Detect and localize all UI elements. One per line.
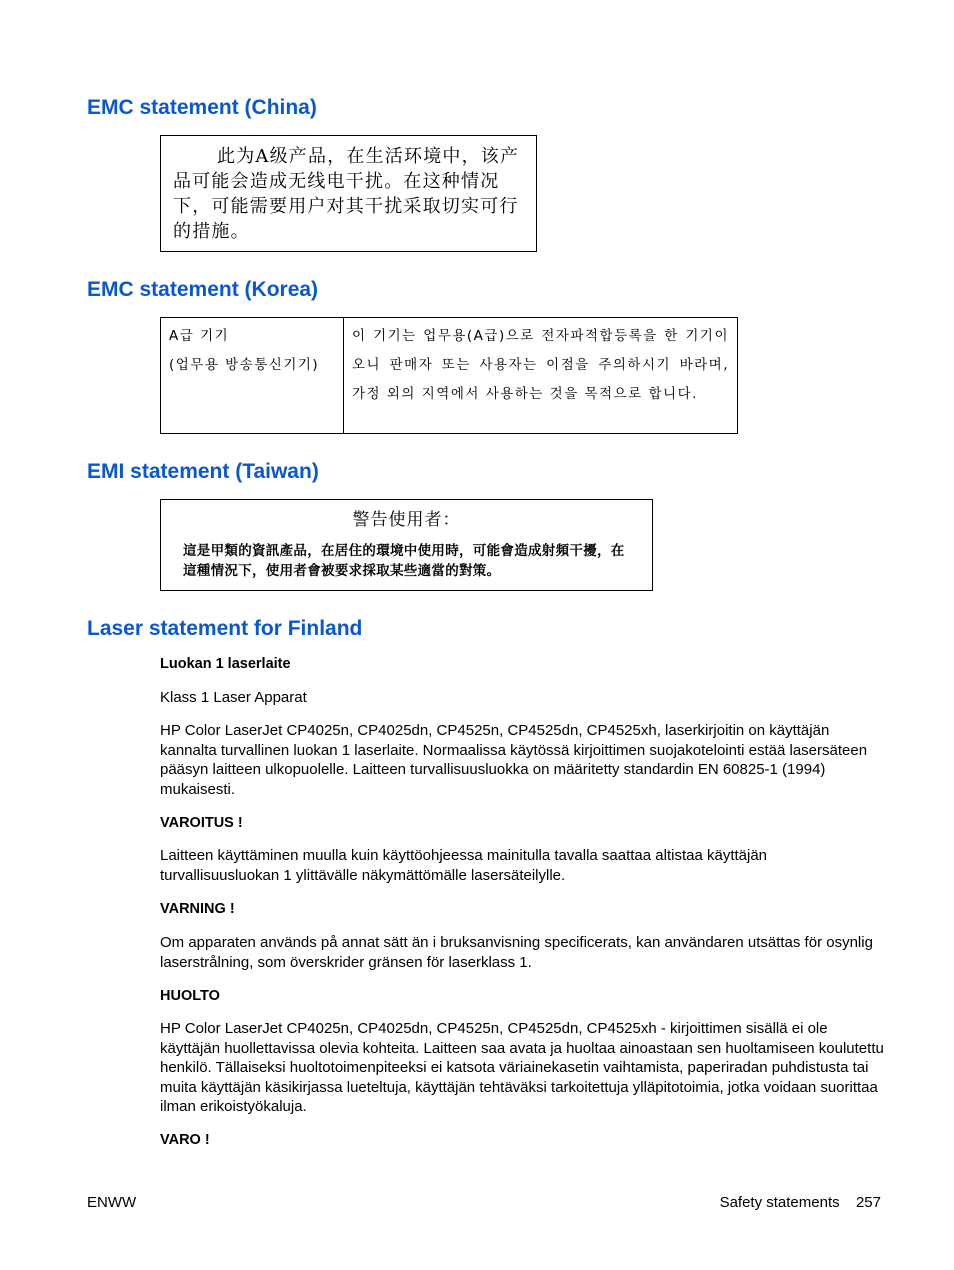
korea-class-sublabel: (업무용 방송통신기기) (169, 357, 320, 373)
text-laser-safety: HP Color LaserJet CP4025n, CP4025dn, CP4525n, CP4525dn, CP4525xh, laserkirjoitin on käyttäjän kannalta turvallinen luokan 1 laserlaite. Normaalissa käytössä kirjoittimen suojakotelointi estää lasersäteen pääsyn laitteen ulkopuolelle. Laitteen turvallisuusluokka on määritetty standardin EN 60825-1 (1994) mukaisesti. (160, 722, 868, 798)
taiwan-warning-text: 這是甲類的資訊產品，在居住的環境中使用時，可能會造成射頻干擾，在這種情況下，使用者會被要求採取某些適當的對策。 (183, 543, 625, 579)
taiwan-statement-box (160, 499, 653, 591)
china-statement-text: 此为A级产品，在生活环境中，该产品可能会造成无线电干扰。在这种情况下，可能需要用户对其干扰采取切实可行的措施。 (173, 146, 520, 242)
footer-section-title: Safety statements (719, 1194, 840, 1211)
taiwan-warning-title: 警告使用者： (352, 510, 461, 530)
text-huolto: HP Color LaserJet CP4025n, CP4025dn, CP4525n, CP4525dn, CP4525xh - kirjoittimen sisällä ei ole käyttäjän huollettavissa olevia kohteita. Laitteen saa avata ja huoltaa ainoastaan sen huoltamiseen koulutettu henkilö. Tällaiseksi huoltotoimenpiteeksi ei katsota väriainekasetin vaihtamista, paperiradan puhdistusta tai muita käyttäjän käsikirjassa lueteltuja, käyttäjän tehtäväksi tarkoitettuja ylläpitotoimia, jotka voidaan suorittaa ilman erikoistyökaluja. (160, 1020, 884, 1115)
footer-left: ENWW (87, 1194, 137, 1211)
label-varo: VARO ! (160, 1132, 210, 1148)
page-number: 257 (855, 1194, 881, 1211)
label-huolto: HUOLTO (160, 988, 220, 1004)
footer-right (720, 1193, 881, 1212)
heading-emc-korea: EMC statement (Korea) (87, 278, 319, 301)
label-varning: VARNING ! (160, 901, 235, 917)
label-varoitus: VAROITUS ! (160, 815, 243, 831)
heading-emi-taiwan: EMI statement (Taiwan) (87, 460, 319, 483)
text-varning: Om apparaten används på annat sätt än i bruksanvisning specificerats, kan användaren utsättas för osynlig laserstrålning, som överskrider gränsen för laserklass 1. (160, 934, 873, 971)
china-statement-box (160, 135, 537, 252)
korea-class-cell (161, 318, 344, 434)
text-varoitus: Laitteen käyttäminen muulla kuin käyttöohjeessa mainitulla tavalla saattaa altistaa käyttäjän turvallisuusluokan 1 ylittävälle näkymättömälle lasersäteilylle. (160, 847, 768, 884)
label-luokan-1: Luokan 1 laserlaite (160, 656, 291, 672)
heading-emc-china: EMC statement (China) (87, 96, 317, 119)
text-klass-1: Klass 1 Laser Apparat (160, 689, 307, 706)
korea-statement-table (160, 317, 738, 434)
korea-class-label: A급 기기 (169, 328, 230, 344)
korea-statement-text: 이 기기는 업무용(A급)으로 전자파적합등록을 한 기기이오니 판매자 또는 사용자는 이점을 주의하시기 바라며, 가정 외의 지역에서 사용하는 것을 목적으로 합니다. (344, 318, 738, 434)
heading-laser-finland: Laser statement for Finland (87, 617, 363, 640)
